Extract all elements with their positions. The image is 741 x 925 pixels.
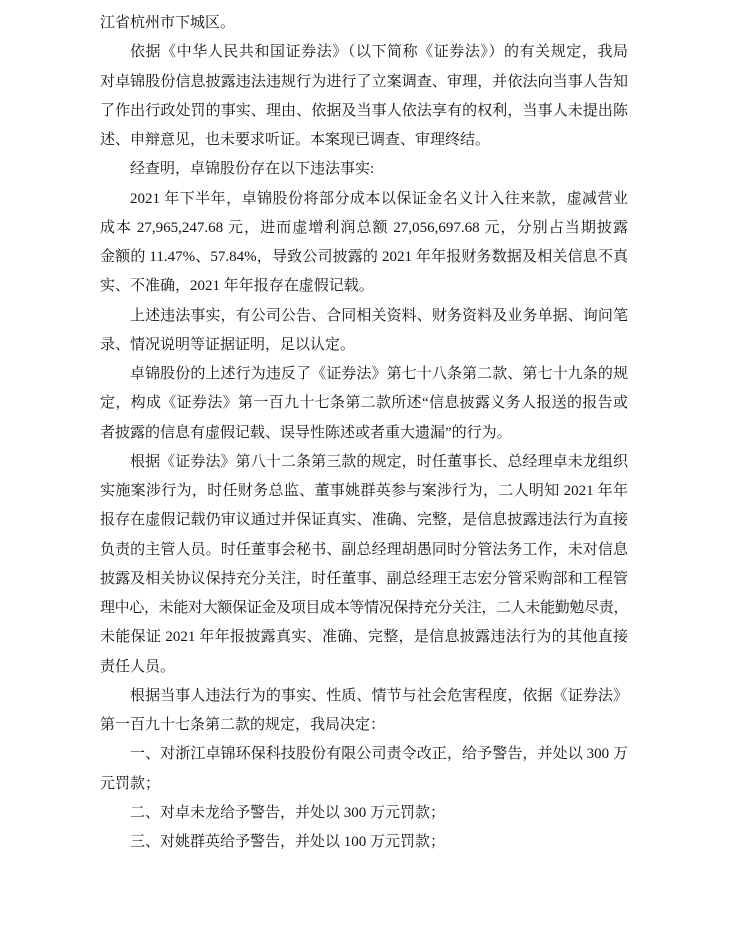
text-line: 上述违法事实，有公司公告、合同相关资料、财务资料及业务单据、询问笔 [130, 307, 628, 324]
text-line: 定，构成《证券法》第一百九十七条第二款所述“信息披露义务人报送的报告或 [100, 395, 628, 412]
text-line: 二、对卓未龙给予警告，并处以 300 万元罚款； [130, 804, 446, 821]
text-line: 江省杭州市下城区。 [100, 15, 236, 31]
text-line: 录、情况说明等证据证明，足以认定。 [100, 336, 356, 353]
text-line: 责任人员。 [100, 658, 176, 675]
text-line: 元罚款； [100, 775, 161, 792]
text-line: 披露及相关协议保持充分关注，时任董事、副总经理王志宏分管采购部和工程管 [100, 570, 628, 587]
text-line: 一、对浙江卓锦环保科技股份有限公司责令改正，给予警告，并处以 300 万 [130, 746, 628, 763]
text-line: 实、不准确，2021 年年报存在虚假记载。 [100, 278, 374, 295]
text-line: 者披露的信息有虚假记载、误导性陈述或者重大遗漏”的行为。 [100, 424, 512, 441]
text-line: 第一百九十七条第二款的规定，我局决定： [100, 717, 386, 733]
text-line: 依据《中华人民共和国证券法》（以下简称《证券法》）的有关规定，我局 [130, 44, 628, 61]
text-line: 理中心，未能对大额保证金及项目成本等情况保持充分关注，二人未能勤勉尽责， [100, 600, 628, 616]
text-line: 三、对姚群英给予警告，并处以 100 万元罚款； [130, 834, 446, 850]
text-line: 经查明，卓锦股份存在以下违法事实: [130, 161, 375, 178]
text-line: 金额的 11.47%、57.84%，导致公司披露的 2021 年年报财务数据及相关信息不真 [100, 249, 628, 265]
text-line: 卓锦股份的上述行为违反了《证券法》第七十八条第二款、第七十九条的规 [130, 366, 628, 382]
text-line: 了作出行政处罚的事实、理由、依据及当事人依法享有的权利，当事人未提出陈 [100, 102, 628, 119]
text-line: 实施案涉行为，时任财务总监、董事姚群英参与案涉行为，二人明知 2021 年年 [100, 483, 628, 499]
text-line: 报存在虚假记载仍审议通过并保证真实、准确、完整，是信息披露违法行为直接 [100, 512, 628, 529]
text-line: 根据《证券法》第八十二条第三款的规定，时任董事长、总经理卓未龙组织 [130, 453, 628, 470]
text-line: 对卓锦股份信息披露违法违规行为进行了立案调查、审理，并依法向当事人告知 [100, 73, 628, 90]
document-text-body [100, 9, 628, 857]
text-line: 根据当事人违法行为的事实、性质、情节与社会危害程度，依据《证券法》 [130, 687, 628, 704]
text-line: 述、申辩意见，也未要求听证。本案现已调查、审理终结。 [100, 132, 491, 148]
text-line: 未能保证 2021 年年报披露真实、准确、完整，是信息披露违法行为的其他直接 [100, 629, 628, 646]
text-line: 负责的主管人员。时任董事会秘书、副总经理胡愚同时分管法务工作，未对信息 [100, 541, 628, 558]
text-line: 2021 年下半年，卓锦股份将部分成本以保证金名义计入往来款，虚减营业 [130, 190, 628, 207]
text-line: 成本 27,965,247.68 元，进而虚增利润总额 27,056,697.68 元，分别占当期披露 [100, 219, 628, 236]
